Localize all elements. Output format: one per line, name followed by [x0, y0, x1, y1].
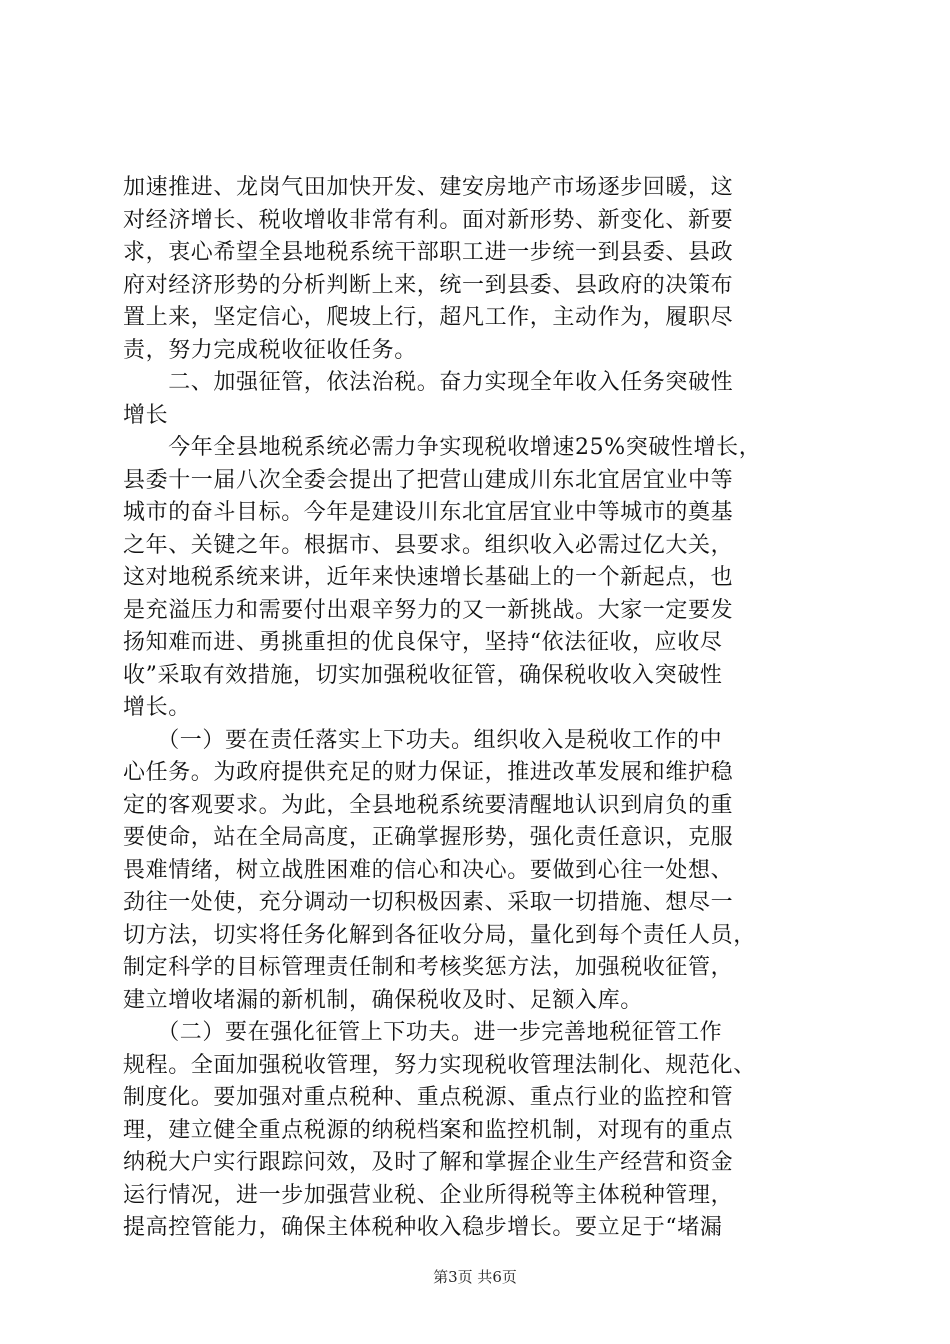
- text-line: 之年、关键之年。根据市、县要求。组织收入必需过亿大关，: [123, 532, 734, 558]
- text-line: 这对地税系统来讲，近年来快速增长基础上的一个新起点，也: [123, 565, 734, 590]
- text-line: 劲往一处使，充分调动一切积极因素、采取一切措施、想尽一: [123, 890, 734, 915]
- text-line: 制度化。要加强对重点税种、重点税源、重点行业的监控和管: [123, 1085, 734, 1110]
- text-line: 二、加强征管，依法治税。奋力实现全年收入任务突破性: [123, 370, 734, 395]
- text-line: 对经济增长、税收增收非常有利。面对新形势、新变化、新要: [123, 207, 734, 233]
- text-line: 求，衷心希望全县地税系统干部职工进一步统一到县委、县政: [123, 240, 734, 265]
- text-line: 置上来，坚定信心，爬坡上行，超凡工作，主动作为，履职尽: [123, 305, 734, 330]
- text-line: 切方法，切实将任务化解到各征收分局，量化到每个责任人员，: [123, 922, 756, 948]
- text-line: 今年全县地税系统必需力争实现税收增速25%突破性增长，: [123, 435, 762, 460]
- text-line: 城市的奋斗目标。今年是建设川东北宜居宜业中等城市的奠基: [123, 500, 734, 525]
- text-line: 县委十一届八次全委会提出了把营山建成川东北宜居宜业中等: [123, 467, 734, 493]
- text-line: 责，努力完成税收征收任务。: [123, 337, 417, 363]
- text-line: 提高控管能力，确保主体税种收入稳步增长。要立足于“堵漏: [123, 1215, 723, 1240]
- text-line: 要使命，站在全局高度，正确掌握形势，强化责任意识，克服: [123, 825, 734, 850]
- text-line: 畏难情绪，树立战胜困难的信心和决心。要做到心往一处想、: [123, 857, 734, 883]
- text-line: 定的客观要求。为此，全县地税系统要清醒地认识到肩负的重: [123, 792, 734, 818]
- text-line: 府对经济形势的分析判断上来，统一到县委、县政府的决策布: [123, 272, 734, 298]
- text-line: 心任务。为政府提供充足的财力保证，推进改革发展和维护稳: [123, 760, 734, 785]
- text-line: 收”采取有效措施，切实加强税收征管，确保税收收入突破性: [123, 662, 723, 688]
- text-line: 规程。全面加强税收管理，努力实现税收管理法制化、规范化、: [123, 1052, 756, 1078]
- text-line: （一）要在责任落实上下功夫。组织收入是税收工作的中: [123, 727, 723, 753]
- text-line: 是充溢压力和需要付出艰辛努力的又一新挑战。大家一定要发: [123, 597, 734, 623]
- text-line: 运行情况，进一步加强营业税、企业所得税等主体税种管理，: [123, 1182, 734, 1208]
- text-line: 建立增收堵漏的新机制，确保税收及时、足额入库。: [123, 987, 643, 1013]
- text-line: 加速推进、龙岗气田加快开发、建安房地产市场逐步回暖，这: [123, 175, 734, 200]
- page-footer: 第3页 共6页: [433, 1268, 517, 1286]
- text-line: 扬知难而进、勇挑重担的优良保守，坚持“依法征收，应收尽: [123, 630, 723, 655]
- text-line: 制定科学的目标管理责任制和考核奖惩方法，加强税收征管，: [123, 955, 734, 980]
- text-line: （二）要在强化征管上下功夫。进一步完善地税征管工作: [123, 1020, 723, 1045]
- text-line: 理，建立健全重点税源的纳税档案和监控机制，对现有的重点: [123, 1117, 734, 1143]
- text-line: 纳税大户实行跟踪问效，及时了解和掌握企业生产经营和资金: [123, 1150, 734, 1175]
- text-line: 增长: [123, 402, 169, 428]
- document-body: [123, 172, 837, 1245]
- text-line: 增长。: [123, 695, 191, 720]
